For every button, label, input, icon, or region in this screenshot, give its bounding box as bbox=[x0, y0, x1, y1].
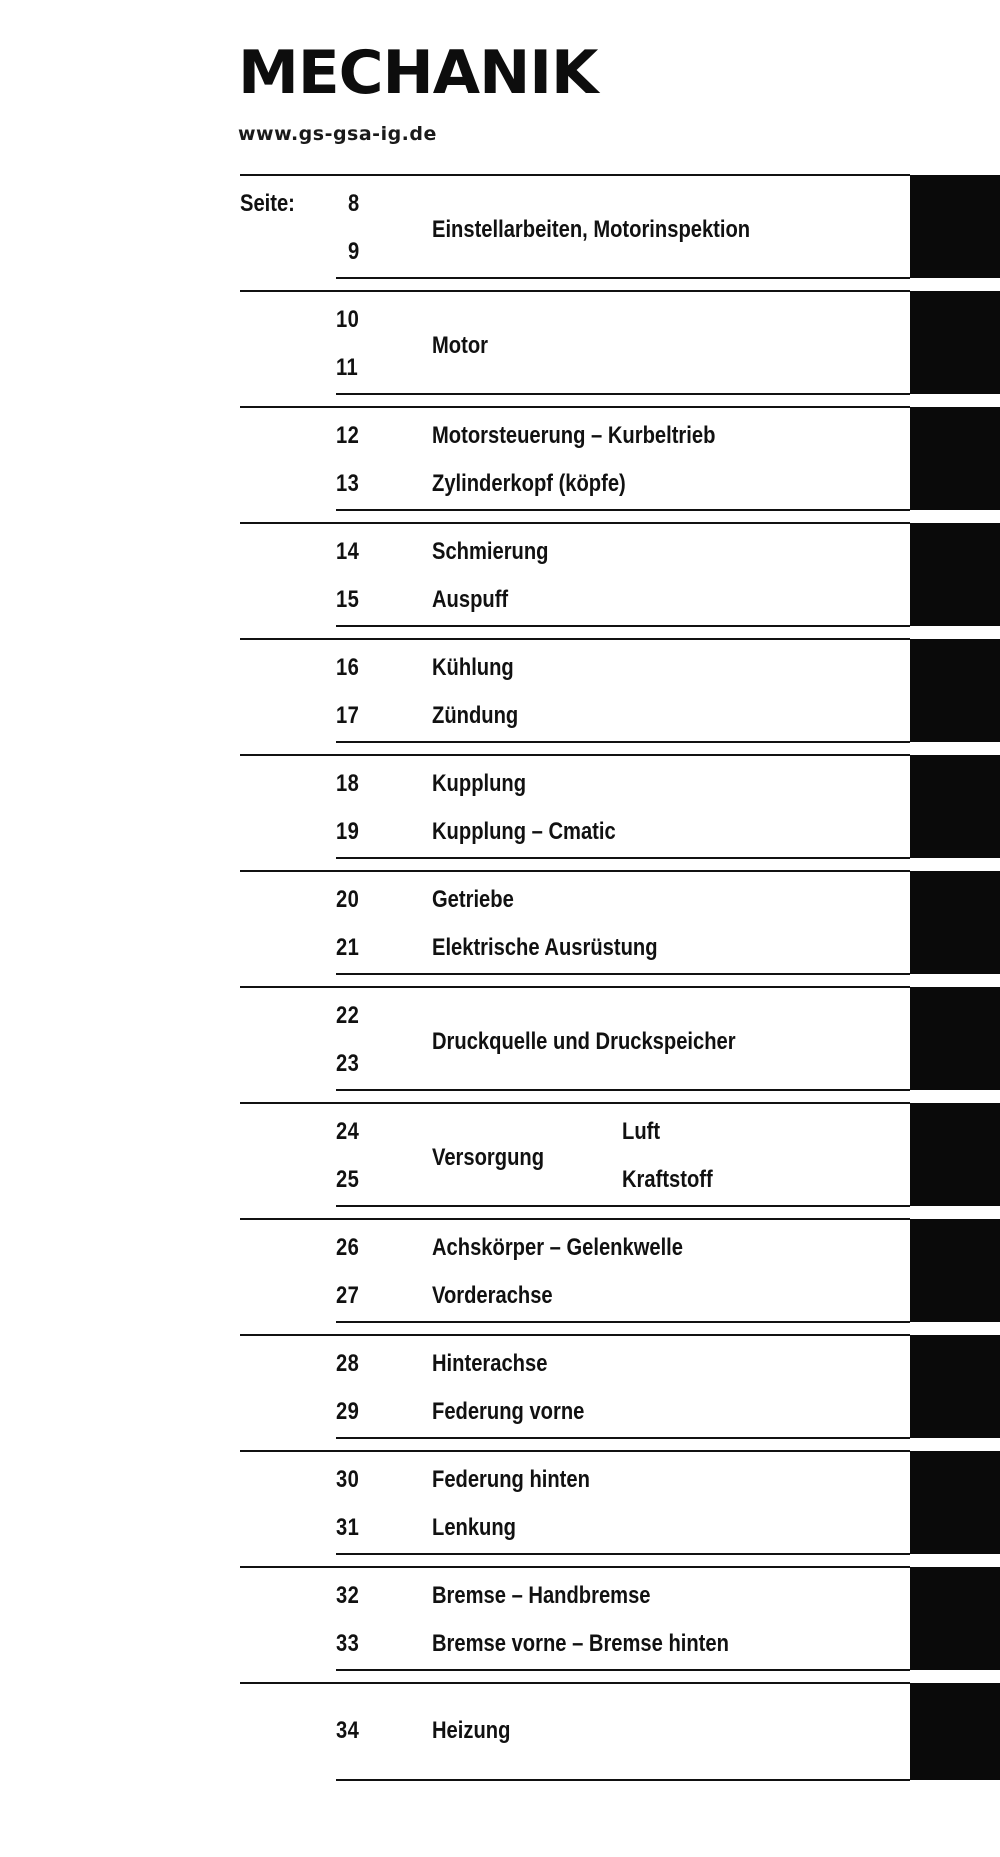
seite-label: Seite: bbox=[240, 190, 295, 217]
section-bottom-rule bbox=[336, 625, 910, 627]
section-top-rule bbox=[240, 522, 910, 524]
section-title: Achskörper – Gelenkwelle bbox=[432, 1234, 684, 1261]
page-number: 14 bbox=[336, 538, 360, 565]
section-tab-marker bbox=[910, 1103, 1000, 1206]
page-number: 23 bbox=[336, 1050, 360, 1077]
page-number: 10 bbox=[336, 306, 360, 333]
section-top-rule bbox=[240, 870, 910, 872]
section-tab-marker bbox=[910, 407, 1000, 510]
section-top-rule bbox=[240, 1682, 910, 1684]
section-title: Federung vorne bbox=[432, 1398, 585, 1425]
section-title: Versorgung bbox=[432, 1144, 545, 1171]
section-bottom-rule bbox=[336, 1669, 910, 1671]
section-title: Elektrische Ausrüstung bbox=[432, 934, 658, 961]
section-title: Motorsteuerung – Kurbeltrieb bbox=[432, 422, 716, 449]
section-title: Heizung bbox=[432, 1717, 511, 1744]
page-number: 9 bbox=[348, 238, 360, 265]
section-bottom-rule bbox=[336, 1205, 910, 1207]
page-number: 34 bbox=[336, 1717, 360, 1744]
section-top-rule bbox=[240, 754, 910, 756]
section-title: Kupplung bbox=[432, 770, 527, 797]
section-top-rule bbox=[240, 174, 910, 176]
section-bottom-rule bbox=[336, 1321, 910, 1323]
section-top-rule bbox=[240, 986, 910, 988]
section-bottom-rule bbox=[336, 509, 910, 511]
section-tab-marker bbox=[910, 639, 1000, 742]
website-url: www.gs-gsa-ig.de bbox=[238, 123, 437, 145]
section-top-rule bbox=[240, 1334, 910, 1336]
page-number: 20 bbox=[336, 886, 360, 913]
page-number: 29 bbox=[336, 1398, 360, 1425]
page-number: 25 bbox=[336, 1166, 360, 1193]
page-number: 19 bbox=[336, 818, 360, 845]
section-tab-marker bbox=[910, 1683, 1000, 1780]
section-top-rule bbox=[240, 1566, 910, 1568]
section-tab-marker bbox=[910, 871, 1000, 974]
section-top-rule bbox=[240, 1450, 910, 1452]
section-title: Schmierung bbox=[432, 538, 549, 565]
section-title: Motor bbox=[432, 332, 488, 359]
page-number: 26 bbox=[336, 1234, 360, 1261]
page-number: 13 bbox=[336, 470, 360, 497]
page-number: 33 bbox=[336, 1630, 360, 1657]
section-tab-marker bbox=[910, 1567, 1000, 1670]
section-bottom-rule bbox=[336, 1089, 910, 1091]
section-tab-marker bbox=[910, 523, 1000, 626]
section-title: Zündung bbox=[432, 702, 519, 729]
section-tab-marker bbox=[910, 1219, 1000, 1322]
page-number: 24 bbox=[336, 1118, 360, 1145]
section-title: Bremse – Handbremse bbox=[432, 1582, 651, 1609]
section-top-rule bbox=[240, 290, 910, 292]
section-title: Hinterachse bbox=[432, 1350, 548, 1377]
page-number: 21 bbox=[336, 934, 360, 961]
page-number: 8 bbox=[348, 190, 360, 217]
page-number: 32 bbox=[336, 1582, 360, 1609]
section-title: Druckquelle und Druckspeicher bbox=[432, 1028, 736, 1055]
section-bottom-rule bbox=[336, 277, 910, 279]
section-top-rule bbox=[240, 638, 910, 640]
section-title: Auspuff bbox=[432, 586, 509, 613]
section-title: Einstellarbeiten, Motorinspektion bbox=[432, 216, 751, 243]
page-number: 22 bbox=[336, 1002, 360, 1029]
section-top-rule bbox=[240, 1218, 910, 1220]
sub-item: Luft bbox=[622, 1118, 661, 1145]
section-title: Vorderachse bbox=[432, 1282, 553, 1309]
section-title: Zylinderkopf (köpfe) bbox=[432, 470, 626, 497]
section-bottom-rule bbox=[336, 1779, 910, 1781]
section-top-rule bbox=[240, 1102, 910, 1104]
page-number: 11 bbox=[336, 354, 359, 381]
page-number: 28 bbox=[336, 1350, 360, 1377]
section-tab-marker bbox=[910, 755, 1000, 858]
section-bottom-rule bbox=[336, 857, 910, 859]
section-top-rule bbox=[240, 406, 910, 408]
section-bottom-rule bbox=[336, 1553, 910, 1555]
section-tab-marker bbox=[910, 1451, 1000, 1554]
page-number: 16 bbox=[336, 654, 360, 681]
section-title: Bremse vorne – Bremse hinten bbox=[432, 1630, 729, 1657]
section-title: Getriebe bbox=[432, 886, 514, 913]
section-tab-marker bbox=[910, 291, 1000, 394]
section-bottom-rule bbox=[336, 741, 910, 743]
page-number: 30 bbox=[336, 1466, 360, 1493]
page-number: 31 bbox=[336, 1514, 360, 1541]
section-bottom-rule bbox=[336, 393, 910, 395]
page-title: MECHANIK bbox=[238, 38, 598, 108]
section-tab-marker bbox=[910, 987, 1000, 1090]
page-number: 18 bbox=[336, 770, 360, 797]
page-number: 17 bbox=[336, 702, 360, 729]
section-tab-marker bbox=[910, 175, 1000, 278]
page-number: 12 bbox=[336, 422, 360, 449]
page-number: 27 bbox=[336, 1282, 360, 1309]
page-number: 15 bbox=[336, 586, 360, 613]
section-title: Federung hinten bbox=[432, 1466, 590, 1493]
section-tab-marker bbox=[910, 1335, 1000, 1438]
section-title: Kupplung – Cmatic bbox=[432, 818, 616, 845]
section-bottom-rule bbox=[336, 973, 910, 975]
section-title: Kühlung bbox=[432, 654, 514, 681]
section-title: Lenkung bbox=[432, 1514, 516, 1541]
sub-item: Kraftstoff bbox=[622, 1166, 713, 1193]
section-bottom-rule bbox=[336, 1437, 910, 1439]
